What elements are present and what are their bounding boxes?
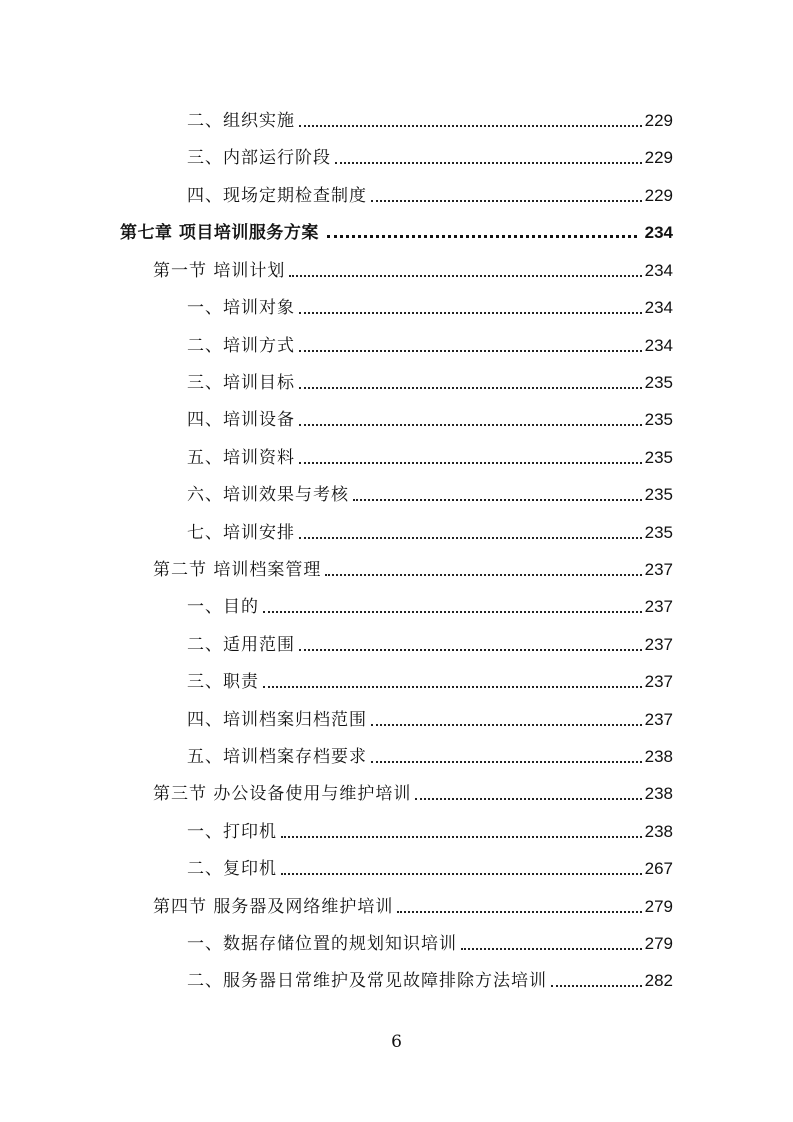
toc-entry[interactable] (187, 592, 673, 618)
dot-leader (371, 760, 642, 763)
toc-entry[interactable] (187, 480, 673, 506)
dot-leader (371, 199, 642, 202)
toc-chapter-label: 第七章 项目培训服务方案 (120, 223, 319, 243)
toc-section-page: 237 (644, 560, 673, 579)
toc-entry[interactable] (187, 405, 673, 431)
toc-entry-label: 三、培训目标 (187, 373, 295, 393)
toc-entry[interactable] (187, 854, 673, 880)
toc-entry[interactable] (187, 331, 673, 357)
toc-entry[interactable] (187, 443, 673, 469)
dot-leader (325, 573, 641, 576)
toc-section-label: 第二节 培训档案管理 (153, 560, 322, 580)
toc-section-entry[interactable] (153, 779, 673, 805)
dot-leader (415, 797, 641, 800)
toc-entry-page: 238 (644, 822, 673, 841)
toc-entry[interactable] (187, 966, 673, 992)
toc-entry-page: 237 (644, 710, 673, 729)
dot-leader (299, 349, 642, 352)
toc-section-label: 第一节 培训计划 (153, 261, 286, 281)
dot-leader (299, 461, 642, 464)
toc-entry-label: 四、培训档案归档范围 (187, 710, 367, 730)
toc-entry-label: 一、培训对象 (187, 298, 295, 318)
toc-entry[interactable] (187, 630, 673, 656)
toc-entry[interactable] (187, 742, 673, 768)
toc-section-page: 238 (644, 784, 673, 803)
page-number: 6 (391, 1032, 402, 1052)
toc-section-label: 第四节 服务器及网络维护培训 (153, 897, 394, 917)
toc-entry[interactable] (187, 106, 673, 132)
toc-section-entry[interactable] (153, 256, 673, 282)
dot-leader (335, 161, 642, 164)
toc-section-entry[interactable] (153, 892, 673, 918)
dot-leader (289, 274, 641, 277)
toc-entry-label: 四、培训设备 (187, 410, 295, 430)
toc-chapter-page: 234 (644, 223, 673, 242)
dot-leader (299, 536, 642, 539)
dot-leader (327, 234, 637, 238)
toc-section-page: 279 (644, 897, 673, 916)
toc-entry-label: 六、培训效果与考核 (187, 485, 349, 505)
toc-entry-label: 五、培训资料 (187, 448, 295, 468)
toc-entry-page: 229 (644, 186, 673, 205)
toc-entry-label: 一、打印机 (187, 822, 277, 842)
toc-entry[interactable] (187, 929, 673, 955)
toc-section-page: 234 (644, 261, 673, 280)
toc-entry-page: 235 (644, 485, 673, 504)
dot-leader (461, 947, 642, 950)
dot-leader (353, 498, 642, 501)
dot-leader (299, 311, 642, 314)
dot-leader (371, 723, 642, 726)
toc-entry-page: 238 (644, 747, 673, 766)
toc-entry-page: 235 (644, 410, 673, 429)
toc-entry-label: 七、培训安排 (187, 523, 295, 543)
toc-entry-label: 五、培训档案存档要求 (187, 747, 367, 767)
toc-entry[interactable] (187, 705, 673, 731)
toc-entry-label: 二、培训方式 (187, 336, 295, 356)
toc-entry-page: 234 (644, 298, 673, 317)
toc-entry[interactable] (187, 368, 673, 394)
toc-section-entry[interactable] (153, 555, 673, 581)
toc-entry[interactable] (187, 667, 673, 693)
toc-entry-label: 一、目的 (187, 597, 259, 617)
toc-entry-label: 一、数据存储位置的规划知识培训 (187, 934, 457, 954)
toc-entry-label: 二、组织实施 (187, 111, 295, 131)
dot-leader (299, 648, 642, 651)
toc-entry-label: 四、现场定期检查制度 (187, 186, 367, 206)
toc-entry[interactable] (187, 293, 673, 319)
toc-chapter-entry[interactable] (120, 218, 673, 244)
toc-entry-page: 237 (644, 597, 673, 616)
dot-leader (263, 610, 642, 613)
toc-entry[interactable] (187, 181, 673, 207)
toc-entry-page: 229 (644, 111, 673, 130)
toc-entry-page: 267 (644, 859, 673, 878)
toc-entry-page: 235 (644, 523, 673, 542)
toc-entry[interactable] (187, 817, 673, 843)
toc-entry[interactable] (187, 518, 673, 544)
toc-entry-page: 235 (644, 448, 673, 467)
toc-entry-page: 229 (644, 148, 673, 167)
toc-entry-label: 二、适用范围 (187, 635, 295, 655)
dot-leader (281, 872, 642, 875)
toc-entry-page: 237 (644, 635, 673, 654)
dot-leader (397, 910, 641, 913)
toc-entry[interactable] (187, 143, 673, 169)
toc-entry-label: 二、复印机 (187, 859, 277, 879)
toc-section-label: 第三节 办公设备使用与维护培训 (153, 784, 412, 804)
toc-entry-page: 234 (644, 336, 673, 355)
toc-entry-page: 282 (644, 971, 673, 990)
dot-leader (299, 423, 642, 426)
toc-entry-page: 237 (644, 672, 673, 691)
toc-entry-page: 235 (644, 373, 673, 392)
dot-leader (299, 124, 642, 127)
dot-leader (281, 835, 642, 838)
dot-leader (263, 685, 642, 688)
toc-entry-label: 三、职责 (187, 672, 259, 692)
toc-entry-label: 三、内部运行阶段 (187, 148, 331, 168)
toc-entry-label: 二、服务器日常维护及常见故障排除方法培训 (187, 971, 547, 991)
toc-entry-page: 279 (644, 934, 673, 953)
dot-leader (299, 386, 642, 389)
dot-leader (551, 984, 642, 987)
